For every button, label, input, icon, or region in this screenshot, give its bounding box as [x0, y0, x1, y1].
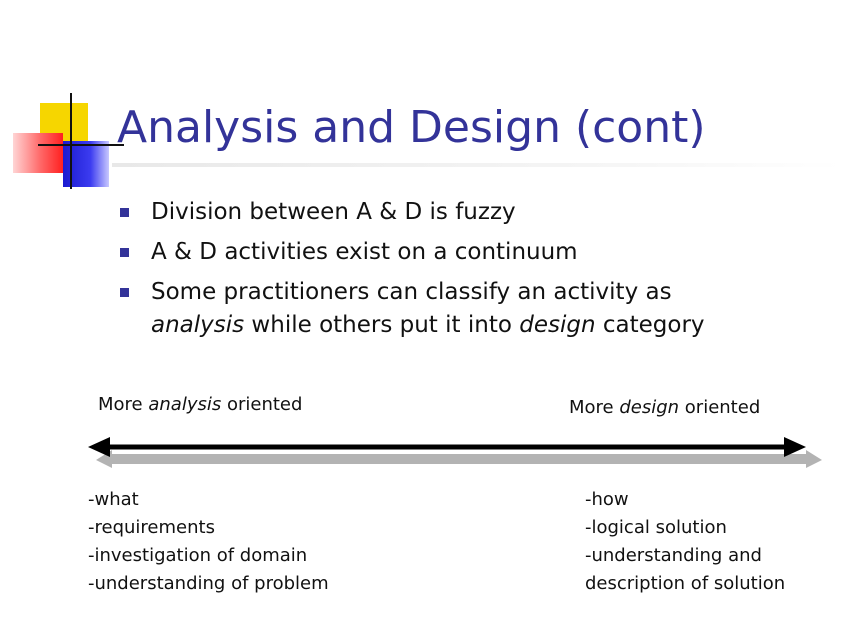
bullet-text: A & D activities exist on a continuum — [151, 239, 578, 265]
bullet-square-icon — [120, 248, 129, 257]
list-item: -understanding of problem — [88, 573, 329, 594]
design-oriented-label — [569, 397, 760, 418]
analysis-items-list — [88, 486, 329, 598]
decorative-logo-icon — [0, 0, 120, 200]
label-suffix: oriented — [679, 397, 761, 418]
bullet-item — [120, 276, 820, 342]
bullet-square-icon — [120, 288, 129, 297]
bullet-square-icon — [120, 208, 129, 217]
label-prefix: More — [98, 394, 149, 415]
analysis-oriented-label — [98, 394, 302, 415]
design-items-list — [585, 486, 785, 598]
bullet-text: Division between A & D is fuzzy — [151, 199, 516, 225]
bullet-emphasis-analysis: analysis — [151, 312, 245, 338]
red-square — [13, 133, 63, 173]
list-item: description of solution — [585, 573, 786, 594]
title-underline — [112, 163, 842, 167]
bullet-item — [120, 236, 820, 269]
bullet-text-end: category — [595, 312, 705, 338]
label-emphasis: analysis — [148, 394, 222, 415]
continuum-double-arrow-icon — [84, 432, 824, 468]
logo-vertical-line — [70, 93, 72, 189]
label-suffix: oriented — [221, 394, 303, 415]
list-item: -logical solution — [585, 517, 727, 538]
slide-title: Analysis and Design (cont) — [117, 102, 706, 153]
bullet-text-line1: Some practitioners can classify an activity as — [151, 279, 672, 305]
list-item: -requirements — [88, 517, 215, 538]
label-prefix: More — [569, 397, 620, 418]
list-item: -investigation of domain — [88, 545, 308, 566]
bullet-item — [120, 196, 820, 229]
bullet-text-mid: while others put it into — [244, 312, 520, 338]
list-item: -how — [585, 489, 629, 510]
list-item: -understanding and — [585, 545, 762, 566]
label-emphasis: design — [619, 397, 680, 418]
list-item: -what — [88, 489, 139, 510]
bullet-list — [120, 196, 820, 349]
logo-horizontal-line — [38, 144, 124, 146]
bullet-emphasis-design: design — [519, 312, 596, 338]
